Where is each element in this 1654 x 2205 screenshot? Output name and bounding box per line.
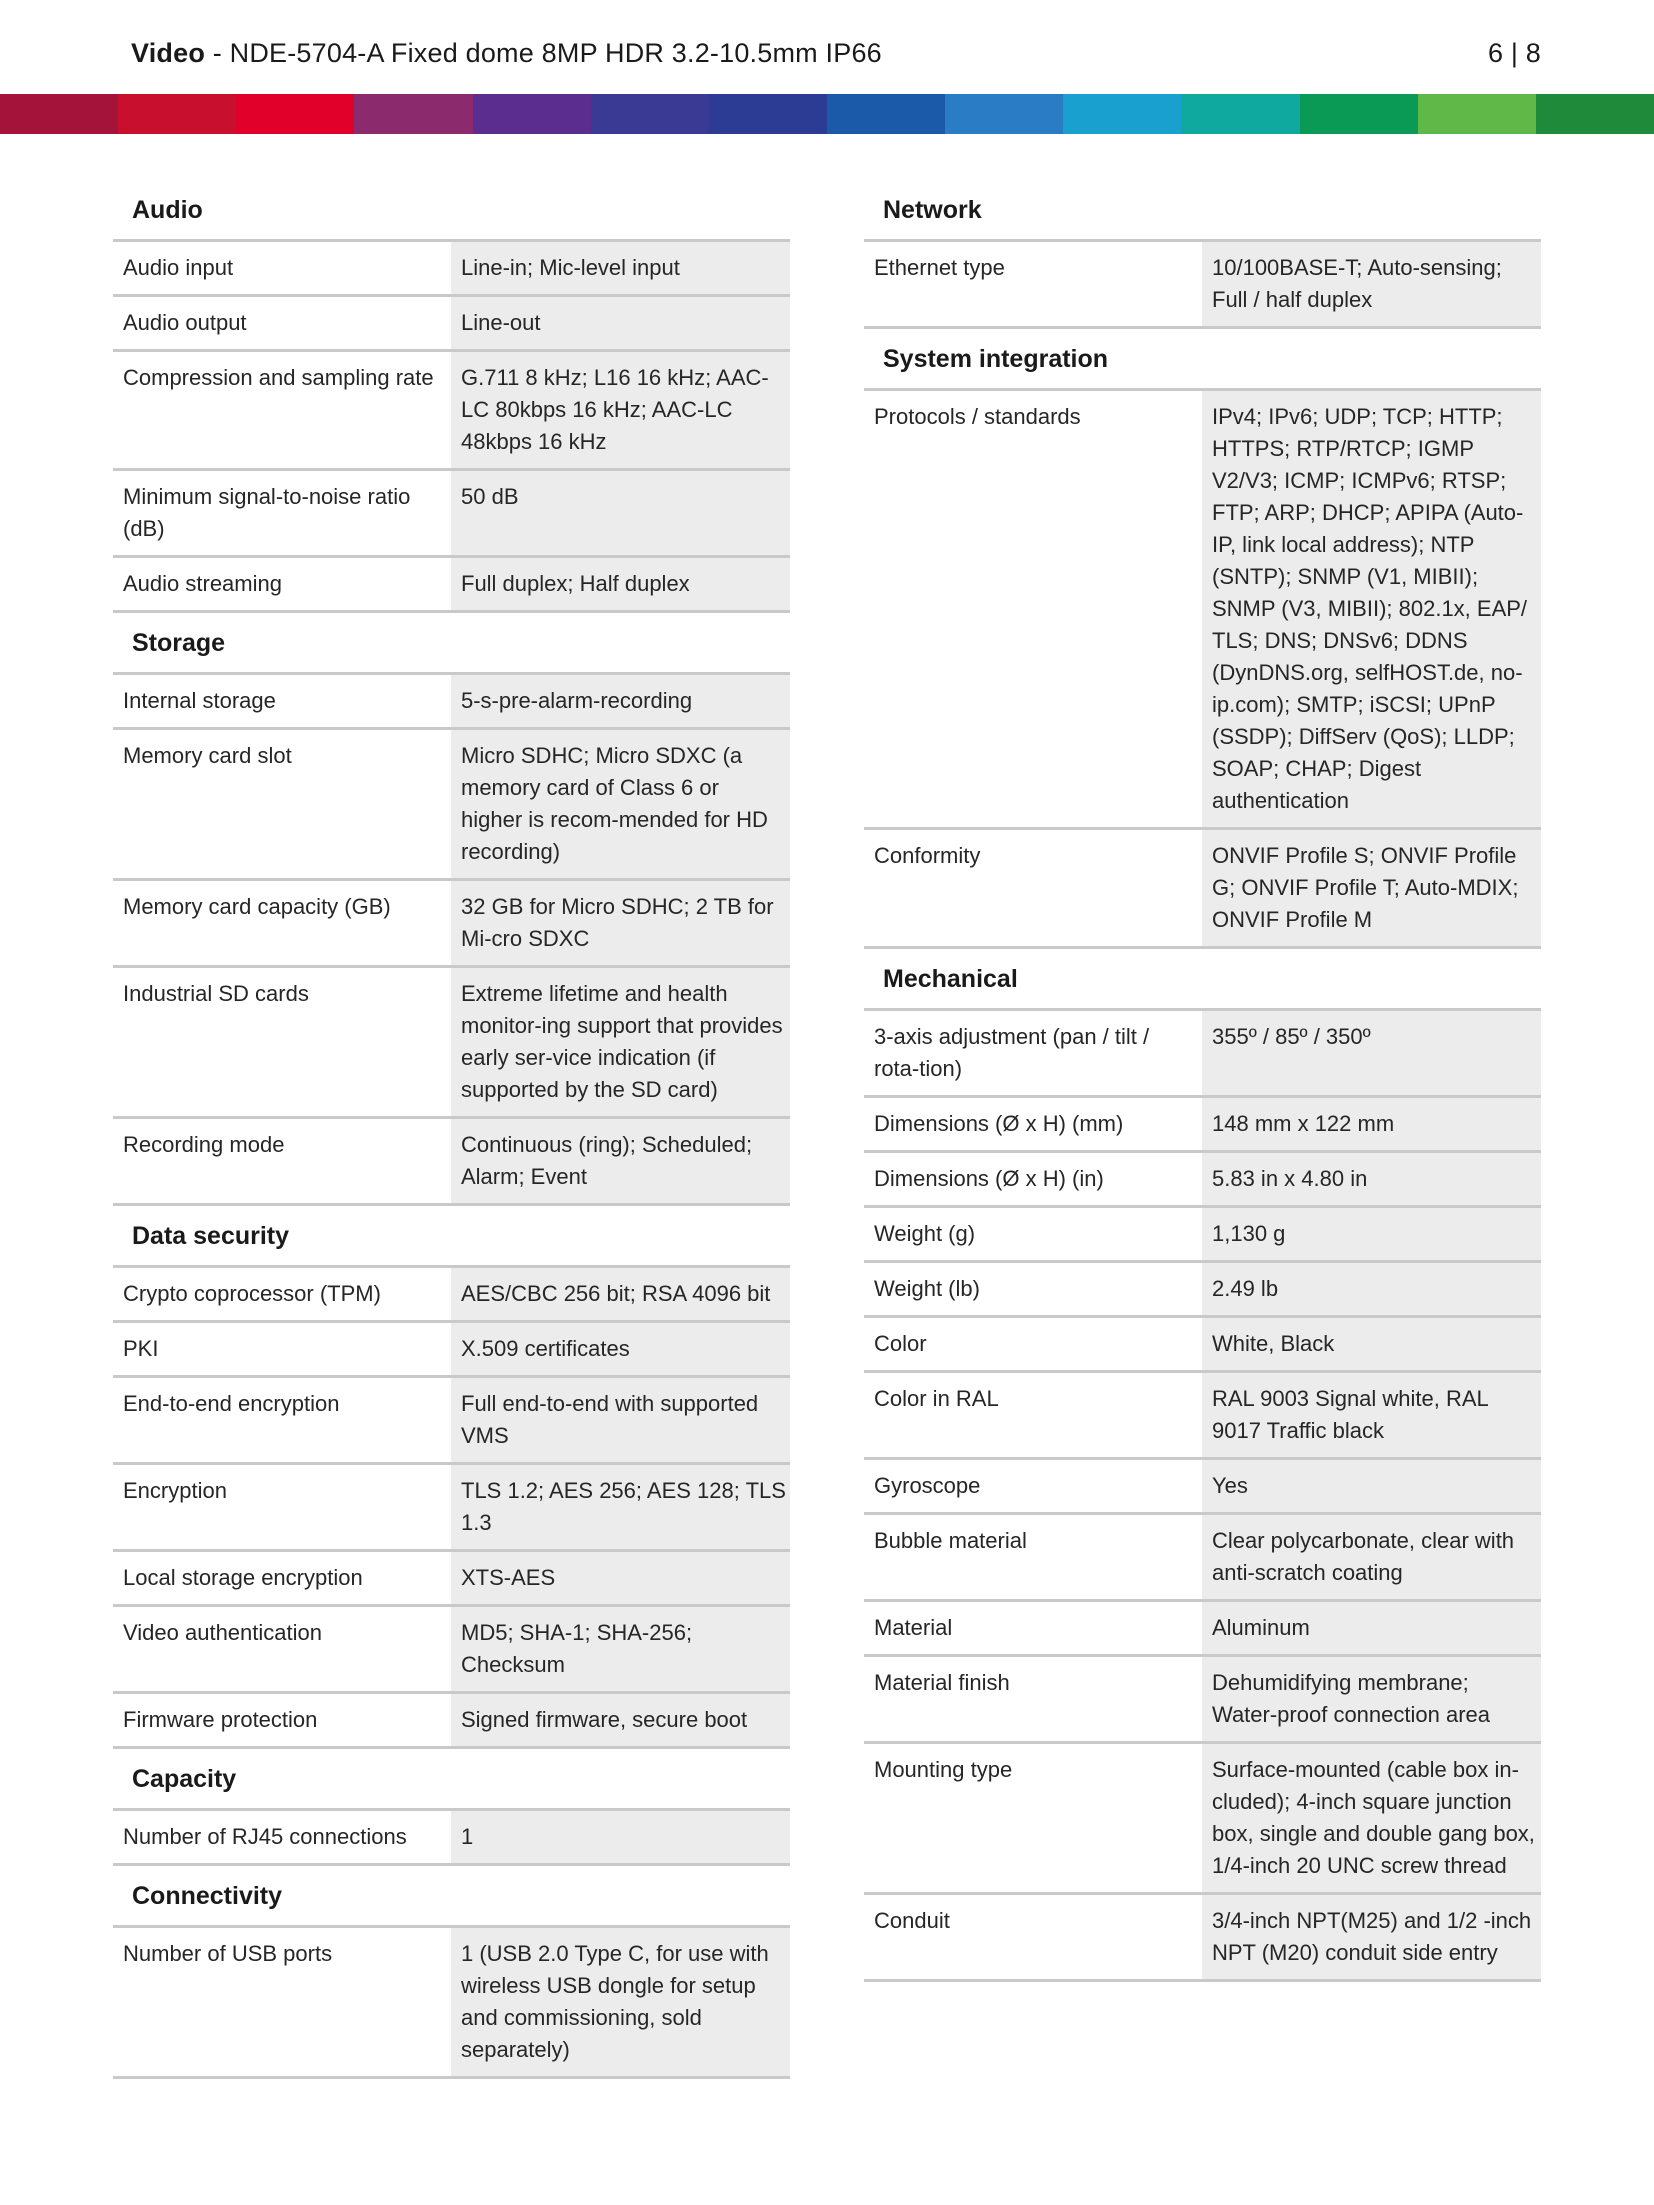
- spec-label: Firmware protection: [123, 1707, 318, 1732]
- section-title-data-security: Data security: [113, 1206, 790, 1268]
- spec-label: Minimum signal-to-noise ratio (dB): [123, 484, 411, 541]
- spec-value: 2.49 lb: [1202, 1263, 1541, 1315]
- spec-row: [864, 1098, 1541, 1153]
- band-segment: [1300, 94, 1418, 134]
- spec-value: Surface-mounted (cable box in-cluded); 4-inch square junction box, single and double gang box, 1/4-inch 20 UNC screw thread: [1202, 1744, 1541, 1892]
- spec-value: Full duplex; Half duplex: [451, 558, 790, 610]
- band-segment: [945, 94, 1063, 134]
- spec-label: Internal storage: [123, 688, 276, 713]
- spec-value: Continuous (ring); Scheduled; Alarm; Event: [451, 1119, 790, 1203]
- spec-row: [113, 881, 790, 968]
- spec-label: Memory card slot: [123, 743, 292, 768]
- spec-row: [113, 1465, 790, 1552]
- spec-value: RAL 9003 Signal white, RAL 9017 Traffic black: [1202, 1373, 1541, 1457]
- spec-label: Encryption: [123, 1478, 227, 1503]
- spec-value: XTS-AES: [451, 1552, 790, 1604]
- spec-row: [864, 1744, 1541, 1895]
- spec-value: Clear polycarbonate, clear with anti-scratch coating: [1202, 1515, 1541, 1599]
- band-segment: [1536, 94, 1654, 134]
- spec-row: [113, 1119, 790, 1206]
- spec-value: Micro SDHC; Micro SDXC (a memory card of Class 6 or higher is recom-mended for HD recording): [451, 730, 790, 878]
- spec-value: White, Black: [1202, 1318, 1541, 1370]
- spec-row: [864, 1263, 1541, 1318]
- spec-label: Mounting type: [874, 1757, 1013, 1782]
- spec-label: Material finish: [874, 1670, 1010, 1695]
- section-title-mechanical: Mechanical: [864, 949, 1541, 1011]
- band-segment: [473, 94, 591, 134]
- spec-value: TLS 1.2; AES 256; AES 128; TLS 1.3: [451, 1465, 790, 1549]
- section-title-connectivity: Connectivity: [113, 1866, 790, 1928]
- spec-value: 5.83 in x 4.80 in: [1202, 1153, 1541, 1205]
- spec-value: Aluminum: [1202, 1602, 1541, 1654]
- spec-value: 5-s-pre-alarm-recording: [451, 675, 790, 727]
- spec-label: Color in RAL: [874, 1386, 999, 1411]
- spec-label: Color: [874, 1331, 927, 1356]
- spec-label: Gyroscope: [874, 1473, 981, 1498]
- spec-value: 1: [451, 1811, 790, 1863]
- spec-value: 1 (USB 2.0 Type C, for use with wireless USB dongle for setup and commissioning, sold separately): [451, 1928, 790, 2076]
- spec-label: 3-axis adjustment (pan / tilt / rota-tion): [874, 1024, 1150, 1081]
- spec-row: [864, 1602, 1541, 1657]
- spec-label: Weight (g): [874, 1221, 976, 1246]
- header-category: Video: [131, 38, 206, 68]
- spec-row: [113, 1928, 790, 2079]
- spec-label: Bubble material: [874, 1528, 1027, 1553]
- spec-row: [113, 730, 790, 881]
- band-segment: [236, 94, 354, 134]
- spec-label: Protocols / standards: [874, 404, 1081, 429]
- section-title-audio: Audio: [113, 180, 790, 242]
- spec-row: [864, 1373, 1541, 1460]
- spec-row: [113, 352, 790, 471]
- band-segment: [1063, 94, 1181, 134]
- band-segment: [1418, 94, 1536, 134]
- spec-row: [113, 1811, 790, 1866]
- spec-value: AES/CBC 256 bit; RSA 4096 bit: [451, 1268, 790, 1320]
- section-title-capacity: Capacity: [113, 1749, 790, 1811]
- spec-row: [113, 968, 790, 1119]
- spec-value: 10/100BASE-T; Auto-sensing; Full / half duplex: [1202, 242, 1541, 326]
- section-title-storage: Storage: [113, 613, 790, 675]
- spec-label: Industrial SD cards: [123, 981, 309, 1006]
- spec-row: [864, 1318, 1541, 1373]
- spec-label: Video authentication: [123, 1620, 322, 1645]
- spec-label: Number of RJ45 connections: [123, 1824, 407, 1849]
- spec-row: [864, 1011, 1541, 1098]
- spec-row: [864, 242, 1541, 329]
- spec-row: [113, 471, 790, 558]
- spec-row: [113, 1268, 790, 1323]
- section-title-network: Network: [864, 180, 1541, 242]
- spec-value: X.509 certificates: [451, 1323, 790, 1375]
- spec-label: PKI: [123, 1336, 159, 1361]
- spec-value: Dehumidifying membrane; Water-proof connection area: [1202, 1657, 1541, 1741]
- header-product-title: - NDE-5704-A Fixed dome 8MP HDR 3.2-10.5mm IP66: [205, 38, 882, 68]
- spec-value: ONVIF Profile S; ONVIF Profile G; ONVIF Profile T; Auto-MDIX; ONVIF Profile M: [1202, 830, 1541, 946]
- left-spec-column: [113, 180, 790, 2079]
- brand-color-band: [0, 94, 1654, 134]
- spec-row: [864, 1895, 1541, 1982]
- spec-value: IPv4; IPv6; UDP; TCP; HTTP; HTTPS; RTP/RTCP; IGMP V2/V3; ICMP; ICMPv6; RTSP; FTP; ARP; DHCP; APIPA (Auto-IP, link local address); NTP (SNTP); SNMP (V1, MIBII); SNMP (V3, MIBII); 802.1x, EAP/ TLS; DNS; DNSv6; DDNS (DynDNS.org, selfHOST.de, no-ip.com); SMTP; iSCSI; UPnP (SSDP); DiffServ (QoS); LLDP; SOAP; CHAP; Digest authentication: [1202, 391, 1541, 827]
- spec-row: [113, 558, 790, 613]
- band-segment: [1181, 94, 1299, 134]
- spec-row: [864, 1208, 1541, 1263]
- spec-label: Compression and sampling rate: [123, 365, 434, 390]
- spec-value: 3/4-inch NPT(M25) and 1/2 -inch NPT (M20) conduit side entry: [1202, 1895, 1541, 1979]
- band-segment: [354, 94, 472, 134]
- spec-row: [113, 1552, 790, 1607]
- band-segment: [118, 94, 236, 134]
- spec-label: Number of USB ports: [123, 1941, 333, 1966]
- spec-value: Full end-to-end with supported VMS: [451, 1378, 790, 1462]
- spec-label: Dimensions (Ø x H) (mm): [874, 1111, 1124, 1136]
- spec-label: Audio streaming: [123, 571, 282, 596]
- spec-value: Extreme lifetime and health monitor-ing support that provides early ser-vice indication (if supported by the SD card): [451, 968, 790, 1116]
- right-spec-column: [864, 180, 1541, 1982]
- spec-row: [113, 1323, 790, 1378]
- spec-row: [864, 391, 1541, 830]
- spec-label: Dimensions (Ø x H) (in): [874, 1166, 1104, 1191]
- band-segment: [591, 94, 709, 134]
- spec-label: Crypto coprocessor (TPM): [123, 1281, 381, 1306]
- spec-value: Signed firmware, secure boot: [451, 1694, 790, 1746]
- spec-label: End-to-end encryption: [123, 1391, 340, 1416]
- band-segment: [709, 94, 827, 134]
- spec-label: Recording mode: [123, 1132, 285, 1157]
- spec-value: 355º / 85º / 350º: [1202, 1011, 1541, 1095]
- spec-value: 32 GB for Micro SDHC; 2 TB for Mi-cro SDXC: [451, 881, 790, 965]
- spec-row: [864, 1515, 1541, 1602]
- spec-row: [113, 675, 790, 730]
- spec-label: Ethernet type: [874, 255, 1005, 280]
- spec-label: Conduit: [874, 1908, 950, 1933]
- spec-value: MD5; SHA-1; SHA-256; Checksum: [451, 1607, 790, 1691]
- spec-row: [113, 297, 790, 352]
- spec-row: [864, 1153, 1541, 1208]
- spec-row: [113, 1694, 790, 1749]
- page-number: 6 | 8: [1487, 38, 1541, 68]
- band-segment: [0, 94, 118, 134]
- spec-label: Memory card capacity (GB): [123, 894, 391, 919]
- spec-label: Local storage encryption: [123, 1565, 363, 1590]
- spec-row: [864, 830, 1541, 949]
- spec-value: Line-out: [451, 297, 790, 349]
- spec-label: Weight (lb): [874, 1276, 980, 1301]
- band-segment: [827, 94, 945, 134]
- spec-row: [864, 1657, 1541, 1744]
- spec-value: G.711 8 kHz; L16 16 kHz; AAC-LC 80kbps 16 kHz; AAC-LC 48kbps 16 kHz: [451, 352, 790, 468]
- section-title-system-integration: System integration: [864, 329, 1541, 391]
- spec-row: [864, 1460, 1541, 1515]
- spec-value: 50 dB: [451, 471, 790, 555]
- spec-value: 148 mm x 122 mm: [1202, 1098, 1541, 1150]
- spec-label: Audio output: [123, 310, 247, 335]
- spec-row: [113, 1378, 790, 1465]
- spec-label: Conformity: [874, 843, 981, 868]
- spec-label: Audio input: [123, 255, 234, 280]
- spec-label: Material: [874, 1615, 953, 1640]
- spec-value: Line-in; Mic-level input: [451, 242, 790, 294]
- page-header: [131, 38, 1541, 78]
- spec-value: Yes: [1202, 1460, 1541, 1512]
- spec-row: [113, 1607, 790, 1694]
- spec-value: 1,130 g: [1202, 1208, 1541, 1260]
- spec-row: [113, 242, 790, 297]
